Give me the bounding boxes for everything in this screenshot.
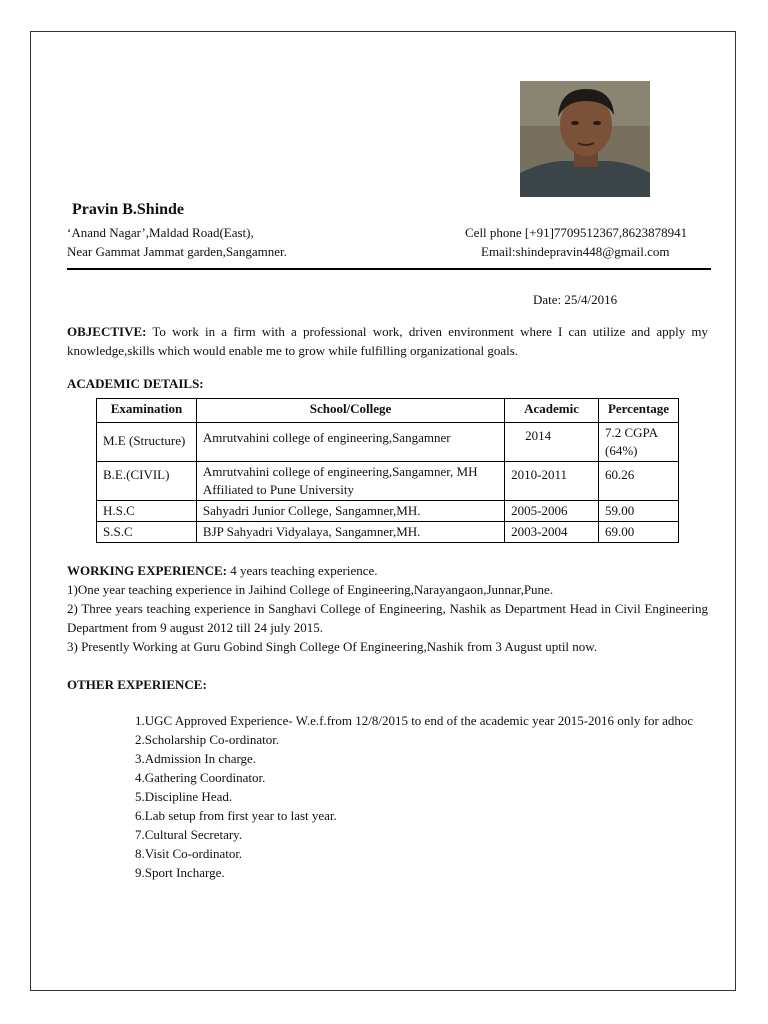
exam-cell: M.E (Structure) — [97, 423, 197, 462]
list-item: 2) Three years teaching experience in Sanghavi College of Engineering, Nashik as Department Head in Civil Engineering Department from 9 august 2012 till 24 july 2015. — [67, 601, 708, 635]
table-row — [97, 462, 679, 501]
year-cell: 2014 — [505, 423, 599, 462]
college-cell: Amrutvahini college of engineering,Sangamner — [196, 423, 504, 462]
working-experience-years: 4 years teaching experience. — [227, 563, 378, 578]
academic-heading: ACADEMIC DETAILS: — [67, 376, 204, 391]
list-item: 6.Lab setup from first year to last year. — [135, 808, 337, 823]
list-item: 1)One year teaching experience in Jaihind College of Engineering,Narayangaon,Junnar,Pune. — [67, 582, 554, 597]
list-item: 4.Gathering Coordinator. — [135, 770, 266, 785]
year-cell: 2003-2004 — [505, 522, 599, 543]
profile-photo — [520, 81, 650, 197]
list-item: 9.Sport Incharge. — [135, 865, 225, 880]
college-cell: Amrutvahini college of engineering,Sangamner, MH Affiliated to Pune University — [196, 462, 504, 501]
list-item: 2.Scholarship Co-ordinator. — [135, 732, 280, 747]
address-line-2: Near Gammat Jammat garden,Sangamner. — [67, 244, 287, 259]
exam-cell: H.S.C — [97, 501, 197, 522]
list-item: 5.Discipline Head. — [135, 789, 233, 804]
percentage-cell: 69.00 — [599, 522, 679, 543]
year-cell: 2010-2011 — [505, 462, 599, 501]
objective-label: OBJECTIVE: — [67, 324, 147, 339]
list-item: 8.Visit Co-ordinator. — [135, 846, 243, 861]
working-experience-section — [67, 561, 708, 656]
exam-cell: B.E.(CIVIL) — [97, 462, 197, 501]
list-item: 1.UGC Approved Experience- W.e.f.from 12/8/2015 to end of the academic year 2015-2016 only for adhoc — [135, 713, 694, 728]
document-date: Date: 25/4/2016 — [533, 292, 618, 307]
list-item: 3) Presently Working at Guru Gobind Singh College Of Engineering,Nashik from 3 August uptil now. — [67, 639, 598, 654]
table-row — [97, 501, 679, 522]
college-cell: BJP Sahyadri Vidyalaya, Sangamner,MH. — [196, 522, 504, 543]
percentage-cell: 7.2 CGPA (64%) — [599, 423, 679, 462]
working-experience-label: WORKING EXPERIENCE: — [67, 563, 227, 578]
candidate-name: Pravin B.Shinde — [72, 201, 185, 218]
list-item: 7.Cultural Secretary. — [135, 827, 243, 842]
academic-table-header — [97, 399, 679, 423]
col-percentage: Percentage — [599, 399, 679, 423]
college-cell: Sahyadri Junior College, Sangamner,MH. — [196, 501, 504, 522]
working-experience-summary — [67, 561, 708, 580]
other-experience-heading: OTHER EXPERIENCE: — [67, 677, 207, 692]
academic-table — [96, 398, 679, 543]
table-row — [97, 423, 679, 462]
objective-section — [67, 322, 708, 360]
col-academic: Academic — [505, 399, 599, 423]
email-address: Email:shindepravin448@gmail.com — [481, 244, 670, 259]
profile-photo-image — [520, 81, 650, 197]
percentage-cell: 60.26 — [599, 462, 679, 501]
list-item: 3.Admission In charge. — [135, 751, 257, 766]
phone-number: Cell phone [+91]7709512367,8623878941 — [465, 225, 688, 240]
address-line-1: ‘Anand Nagar’,Maldad Road(East), — [67, 225, 254, 240]
header-divider — [67, 268, 711, 270]
objective-text: To work in a firm with a professional work, driven environment where I can utilize and apply my knowledge,skills which would enable me to grow while fulfilling organizational goals. — [67, 324, 708, 358]
exam-cell: S.S.C — [97, 522, 197, 543]
col-school-college: School/College — [196, 399, 504, 423]
percentage-cell: 59.00 — [599, 501, 679, 522]
col-examination: Examination — [97, 399, 197, 423]
year-cell: 2005-2006 — [505, 501, 599, 522]
other-experience-list — [135, 711, 708, 882]
table-row — [97, 522, 679, 543]
